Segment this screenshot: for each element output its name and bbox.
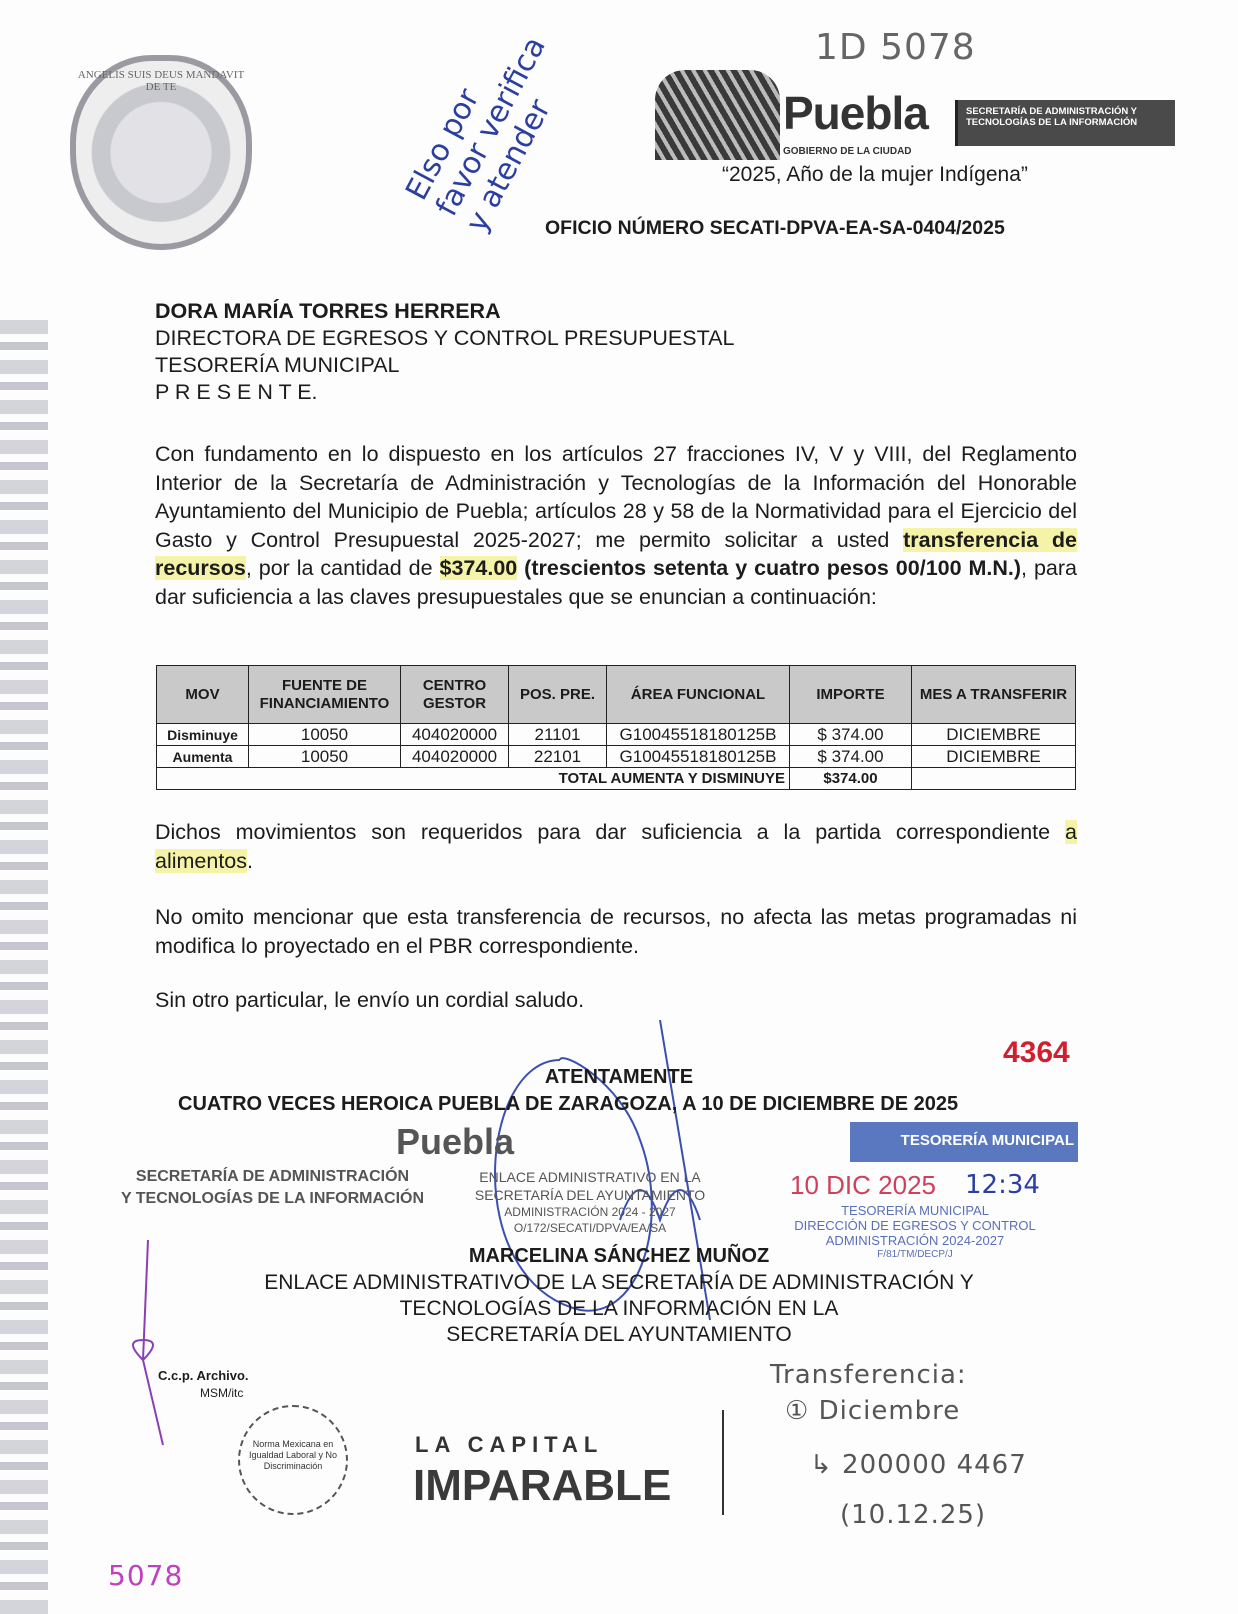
addressee xyxy=(155,298,734,406)
closing: ATENTAMENTE xyxy=(544,1066,694,1088)
paragraph-4: Sin otro particular, le envío un cordial saludo. xyxy=(155,988,585,1012)
received-time: 12:34 xyxy=(965,1170,1040,1200)
norma-text: Norma Mexicana en Igualdad Laboral y No Discriminación xyxy=(248,1439,338,1471)
tesoreria-stamp-logo: TESORERÍA MUNICIPAL xyxy=(850,1122,1078,1162)
stamp-line: F/81/TM/DECP/J xyxy=(877,1249,953,1260)
logo-secretaria-box: SECRETARÍA DE ADMINISTRACIÓN Y TECNOLOGÍAS DE LA INFORMACIÓN xyxy=(955,100,1175,146)
addressee-title: DIRECTORA DE EGRESOS Y CONTROL PRESUPUESTAL xyxy=(155,326,735,350)
cell: $ 374.00 xyxy=(790,724,912,746)
puebla-logo xyxy=(655,70,1215,165)
ccp: C.c.p. Archivo. xyxy=(158,1368,249,1383)
col-importe: IMPORTE xyxy=(790,666,912,724)
text: . xyxy=(247,848,253,873)
addressee-present: P R E S E N T E. xyxy=(155,380,318,404)
table-row xyxy=(157,746,1076,768)
stamp-line: SECRETARÍA DEL AYUNTAMIENTO xyxy=(474,1187,706,1203)
handwritten-note: Elso por favor verifica y atender xyxy=(399,31,559,238)
col-pospre: POS. PRE. xyxy=(509,666,607,724)
paragraph-2 xyxy=(155,818,1077,875)
paragraph-1 xyxy=(155,440,1077,611)
cell-empty xyxy=(912,768,1076,790)
stamp-line: ADMINISTRACIÓN 2024 - 2027 xyxy=(504,1205,676,1219)
place-date: CUATRO VECES HEROICA PUEBLA DE ZARAGOZA, A 10 DE DICIEMBRE DE 2025 xyxy=(178,1093,959,1115)
cell: $ 374.00 xyxy=(790,746,912,768)
amount-words: (trescientos setenta y cuatro pesos 00/100 M.N.) xyxy=(517,556,1022,580)
seal-motto: ANGELIS SUIS DEUS MANDAVIT DE TE xyxy=(77,69,245,93)
stamp-line: Y TECNOLOGÍAS DE LA INFORMACIÓN xyxy=(120,1190,425,1207)
stamp-line: ENLACE ADMINISTRATIVO EN LA xyxy=(479,1169,701,1185)
footer-capital: LA CAPITAL xyxy=(415,1432,604,1457)
text: , para dar suficiencia a las claves presupuestales que se enuncian a continuación: xyxy=(155,556,1077,609)
red-folio-number: 4364 xyxy=(1003,1036,1070,1069)
year-quote: “2025, Año de la mujer Indígena” xyxy=(722,163,1028,186)
signer-name: MARCELINA SÁNCHEZ MUÑOZ xyxy=(468,1245,770,1267)
signer-title-3: SECRETARÍA DEL AYUNTAMIENTO xyxy=(446,1323,792,1346)
col-fuente: FUENTE DE FINANCIAMIENTO xyxy=(249,666,401,724)
cell: DICIEMBRE xyxy=(912,724,1076,746)
norma-mexicana-seal xyxy=(238,1405,348,1515)
col-centro: CENTRO GESTOR xyxy=(401,666,509,724)
text: Dichos movimientos son requeridos para dar suficiencia a la partida correspondiente xyxy=(155,820,1066,844)
col-mov: MOV xyxy=(157,666,249,724)
handwritten-date: (10.12.25) xyxy=(840,1500,987,1530)
handwritten-transfer: Transferencia: xyxy=(770,1360,967,1390)
footer-divider xyxy=(722,1410,724,1515)
text: Con fundamento en lo dispuesto en los artículos 27 fracciones IV, V y VIII, del Reglamento Interior de la Secretaría de Administración y Tecnologías de la Información del Honorable Ayuntamiento del Municipio de Puebla; artículos 28 y 58 de la Normatividad para el Ejercicio del Gasto y Control Presupuestal 2025-2027; me permito solicitar a usted xyxy=(155,442,1077,552)
addressee-office: TESORERÍA MUNICIPAL xyxy=(155,353,400,377)
initials: MSM/itc xyxy=(200,1386,244,1400)
received-date-stamp: 10 DIC 2025 xyxy=(790,1170,936,1200)
stamp-line: TESORERÍA MUNICIPAL xyxy=(841,1203,989,1218)
cell: 10050 xyxy=(249,746,401,768)
cell: 404020000 xyxy=(401,724,509,746)
left-stamp-detail xyxy=(455,1168,725,1236)
footer-imparable: IMPARABLE xyxy=(413,1461,672,1510)
stamp-line: O/172/SECATI/DPVA/EA/SA xyxy=(513,1221,667,1235)
cell: G10045518180125B xyxy=(607,724,790,746)
highlight-alimentos: a alimentos xyxy=(155,820,1077,873)
city-seal xyxy=(70,55,252,250)
cell: 22101 xyxy=(509,746,607,768)
total-value: $374.00 xyxy=(790,768,912,790)
cell: 10050 xyxy=(249,724,401,746)
handwritten-id: 1D 5078 xyxy=(815,27,976,68)
purple-initial-scribble xyxy=(118,1240,178,1450)
stamp-logo-word: Puebla xyxy=(395,1121,515,1162)
cell: 21101 xyxy=(509,724,607,746)
table-header xyxy=(157,666,1076,724)
logo-graphic xyxy=(655,70,780,160)
signer-title-1: ENLACE ADMINISTRATIVO DE LA SECRETARÍA DE ADMINISTRACIÓN Y xyxy=(264,1271,974,1294)
stamp-line: ADMINISTRACIÓN 2024-2027 xyxy=(825,1233,1005,1248)
decorative-border xyxy=(0,320,48,1614)
cell: DICIEMBRE xyxy=(912,746,1076,768)
stamp-line: DIRECCIÓN DE EGRESOS Y CONTROL xyxy=(794,1218,1036,1233)
addressee-name: DORA MARÍA TORRES HERRERA xyxy=(155,299,501,323)
handwritten-pink-number: 5078 xyxy=(108,1559,184,1592)
left-stamp-logo xyxy=(285,1122,625,1162)
cell: Aumenta xyxy=(157,746,249,768)
logo-word: Puebla xyxy=(783,87,928,139)
handwritten-month: ① Diciembre xyxy=(785,1396,961,1426)
left-stamp xyxy=(100,1166,445,1210)
oficio-number: OFICIO NÚMERO SECATI-DPVA-EA-SA-0404/2025 xyxy=(545,217,1005,239)
text: , por la cantidad de xyxy=(245,556,440,580)
table-total-row xyxy=(157,768,1076,790)
total-label: TOTAL AUMENTA Y DISMINUYE xyxy=(157,768,790,790)
cell: Disminuye xyxy=(157,724,249,746)
highlight-transfer: transferencia de recursos xyxy=(155,527,1077,580)
table-row xyxy=(157,724,1076,746)
cell: G10045518180125B xyxy=(607,746,790,768)
signer-title-2: TECNOLOGÍAS DE LA INFORMACIÓN EN LA xyxy=(399,1297,839,1320)
logo-subtitle: GOBIERNO DE LA CIUDAD xyxy=(783,146,912,157)
handwritten-number: ↳ 200000 4467 xyxy=(810,1450,1027,1480)
budget-table xyxy=(156,665,1076,790)
col-mes: MES A TRANSFERIR xyxy=(912,666,1076,724)
paragraph-3: No omito mencionar que esta transferencia de recursos, no afecta las metas programadas ni modifica lo proyectado en el PBR correspondiente. xyxy=(155,905,1077,958)
cell: 404020000 xyxy=(401,746,509,768)
highlight-amount: $374.00 xyxy=(439,556,518,580)
stamp-line: SECRETARÍA DE ADMINISTRACIÓN xyxy=(135,1168,410,1185)
col-area: ÁREA FUNCIONAL xyxy=(607,666,790,724)
